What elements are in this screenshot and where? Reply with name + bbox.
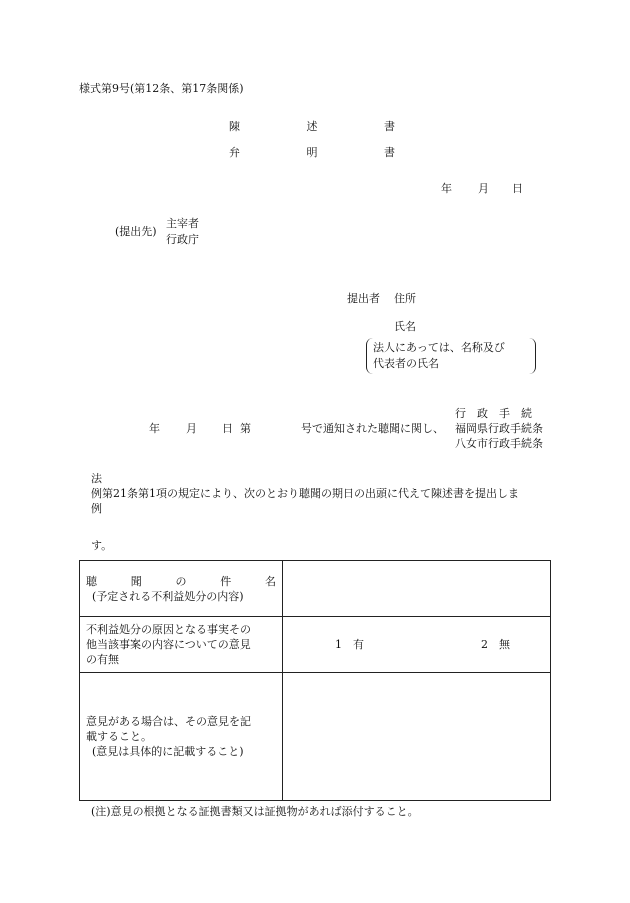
opinion-detail-line-1: 意見がある場合は、その意見を記 xyxy=(86,715,251,728)
title-char: 明 xyxy=(306,146,318,159)
notice-text: 号で通知された聴聞に関し、 xyxy=(301,422,444,435)
label-char: 聞 xyxy=(130,574,142,588)
opinion-existence-line-3: の有無 xyxy=(86,653,119,666)
title-line-1 xyxy=(229,119,395,134)
body-ho: 法 xyxy=(91,472,102,485)
hearing-table xyxy=(79,560,551,801)
opinion-detail-field[interactable] xyxy=(283,673,551,801)
label-char: 件 xyxy=(220,574,232,588)
label-char: 名 xyxy=(265,574,276,588)
corporate-note-line-1: 法人にあっては、名称及び xyxy=(373,341,505,354)
table-row xyxy=(80,673,551,801)
hearing-subject-label xyxy=(80,561,283,617)
title-line-2 xyxy=(229,145,395,160)
notice-year: 年 xyxy=(149,422,160,435)
option-yes[interactable]: 1 有 xyxy=(335,638,364,651)
body-main: 例第21条第1項の規定により、次のとおり聴聞の期日の出頭に代えて陳述書を提出しま xyxy=(91,487,519,500)
recipient-agency: 行政庁 xyxy=(166,233,199,246)
opinion-existence-field xyxy=(283,617,551,673)
law-line-2: 福岡県行政手続条 xyxy=(455,422,543,435)
address-label: 住所 xyxy=(394,292,416,305)
title-char: 書 xyxy=(384,146,395,159)
label-char: 聴 xyxy=(86,574,97,588)
title-char: 陳 xyxy=(229,120,240,133)
hearing-subject-title xyxy=(86,574,276,589)
notice-dai: 第 xyxy=(240,422,251,435)
notice-day: 日 xyxy=(222,422,233,435)
footnote: (注)意見の根拠となる証拠書類又は証拠物があれば添付すること。 xyxy=(91,805,419,818)
body-rei: 例 xyxy=(91,502,102,515)
title-char: 述 xyxy=(306,120,318,133)
option-no[interactable]: 2 無 xyxy=(481,638,510,651)
hearing-subject-field[interactable] xyxy=(283,561,551,617)
submitter-label: 提出者 xyxy=(347,292,380,305)
date-day: 日 xyxy=(512,182,523,195)
opinion-detail-line-2: 載すること。 xyxy=(86,730,152,743)
recipient-label: (提出先) xyxy=(115,225,157,238)
opinion-detail-label xyxy=(80,673,283,801)
table-row xyxy=(80,561,551,617)
opinion-detail-line-3: (意見は具体的に記載すること) xyxy=(92,745,244,758)
corporate-note xyxy=(373,340,505,372)
notice-month: 月 xyxy=(186,422,197,435)
body-end: す。 xyxy=(91,539,113,552)
law-line-1: 行 政 手 続 xyxy=(455,407,532,420)
name-label: 氏名 xyxy=(394,320,416,333)
table-row xyxy=(80,617,551,673)
opinion-existence-line-1: 不利益処分の原因となる事実その xyxy=(86,623,251,636)
title-char: 弁 xyxy=(229,146,240,159)
opinion-existence-label xyxy=(80,617,283,673)
law-line-3: 八女市行政手続条 xyxy=(455,437,543,450)
hearing-subject-sub: (予定される不利益処分の内容) xyxy=(92,589,244,603)
opinion-existence-line-2: 他当該事案の内容についての意見 xyxy=(86,638,251,651)
corporate-note-line-2: 代表者の氏名 xyxy=(373,357,439,370)
label-char: の xyxy=(175,574,187,588)
date-month: 月 xyxy=(478,182,489,195)
form-number: 様式第9号(第12条、第17条関係) xyxy=(79,82,244,95)
title-char: 書 xyxy=(384,120,395,133)
date-year: 年 xyxy=(441,182,452,195)
recipient-presider: 主宰者 xyxy=(166,217,199,230)
